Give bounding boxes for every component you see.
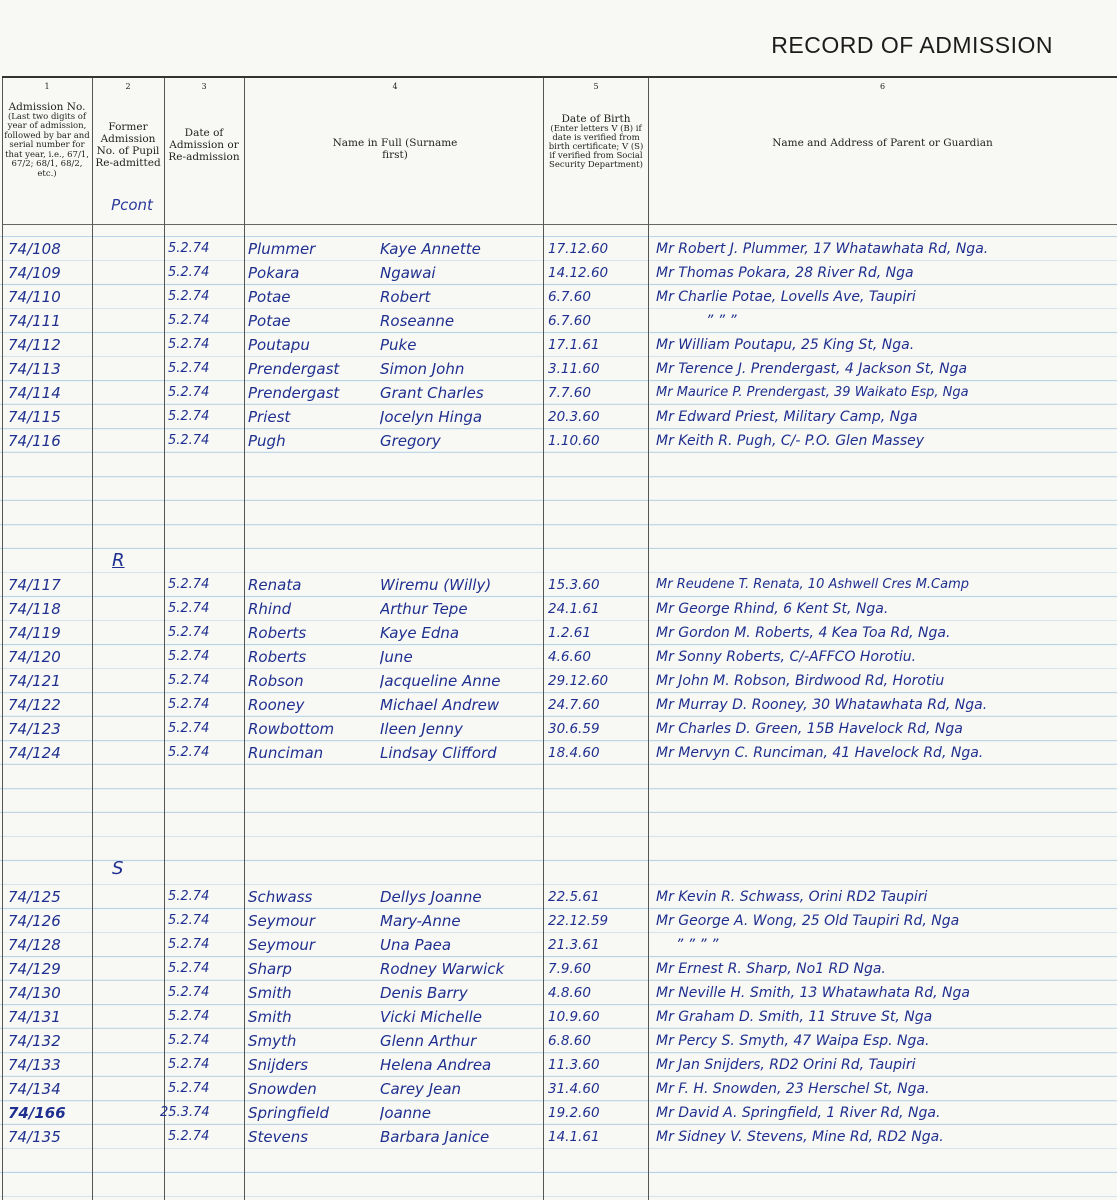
surname: Potae <box>248 288 291 306</box>
admission-date: 5.2.74 <box>168 625 210 640</box>
parent-guardian: ” ” ” ” <box>676 937 719 953</box>
surname: Plummer <box>248 240 316 258</box>
parent-guardian: Mr Sonny Roberts, C/-AFFCO Horotiu. <box>656 649 917 665</box>
date-of-birth: 14.12.60 <box>548 265 609 281</box>
table-row <box>0 718 1117 742</box>
parent-guardian: Mr Edward Priest, Military Camp, Nga <box>656 409 918 425</box>
table-row <box>0 982 1117 1006</box>
table-row <box>0 1102 1117 1126</box>
admission-date: 5.2.74 <box>168 361 210 376</box>
given-names: Robert <box>380 288 431 306</box>
surname: Runciman <box>248 744 324 762</box>
given-names: Ileen Jenny <box>380 720 463 738</box>
admission-date: 5.2.74 <box>168 577 210 592</box>
given-names: Carey Jean <box>380 1080 462 1098</box>
surname: Robson <box>248 672 304 690</box>
parent-guardian: Mr William Poutapu, 25 King St, Nga. <box>656 337 915 353</box>
date-of-birth: 6.7.60 <box>548 313 591 329</box>
given-names: Helena Andrea <box>380 1056 492 1074</box>
given-names: Simon John <box>380 360 465 378</box>
table-row <box>0 742 1117 766</box>
admission-number: 74/117 <box>8 576 61 594</box>
admission-date: 5.2.74 <box>168 913 210 928</box>
header-bottom-rule <box>2 224 1117 225</box>
given-names: Gregory <box>380 432 441 450</box>
parent-guardian: Mr Keith R. Pugh, C/- P.O. Glen Massey <box>656 433 925 449</box>
admission-number: 74/129 <box>8 960 61 978</box>
admission-date: 5.2.74 <box>168 649 210 664</box>
table-row <box>0 1006 1117 1030</box>
given-names: Denis Barry <box>380 984 468 1002</box>
admission-number: 74/130 <box>8 984 61 1002</box>
date-of-birth: 22.12.59 <box>548 913 609 929</box>
parent-guardian: Mr Robert J. Plummer, 17 Whatawhata Rd, Nga. <box>656 241 989 257</box>
admission-date: 5.2.74 <box>168 409 210 424</box>
parent-guardian: Mr Kevin R. Schwass, Orini RD2 Taupiri <box>656 889 928 905</box>
table-row <box>0 262 1117 286</box>
date-of-birth: 24.1.61 <box>548 601 600 617</box>
admission-number: 74/108 <box>8 240 61 258</box>
pcont-note: Pcont <box>111 196 153 214</box>
surname: Prendergast <box>248 360 340 378</box>
admission-date: 5.2.74 <box>168 1081 210 1096</box>
parent-guardian: Mr Gordon M. Roberts, 4 Kea Toa Rd, Nga. <box>656 625 951 641</box>
surname: Rooney <box>248 696 305 714</box>
table-row <box>0 430 1117 454</box>
date-of-birth: 15.3.60 <box>548 577 600 593</box>
parent-guardian: Mr Mervyn C. Runciman, 41 Havelock Rd, Nga. <box>656 745 984 761</box>
section-letter-s: S <box>112 858 124 879</box>
admission-date: 5.2.74 <box>168 1009 210 1024</box>
table-row <box>0 598 1117 622</box>
date-of-birth: 11.3.60 <box>548 1057 600 1073</box>
table-row <box>0 574 1117 598</box>
given-names: Lindsay Clifford <box>380 744 497 762</box>
given-names: Grant Charles <box>380 384 484 402</box>
table-row <box>0 886 1117 910</box>
date-of-birth: 29.12.60 <box>548 673 609 689</box>
given-names: Jocelyn Hinga <box>380 408 483 426</box>
date-of-birth: 22.5.61 <box>548 889 600 905</box>
parent-guardian: Mr Reudene T. Renata, 10 Ashwell Cres M.Camp <box>656 577 970 592</box>
column-header-date-of-birth: 5 Date of Birth (Enter letters V (B) if date is verified from birth certificate; V (S) if verified from Social Security Department) <box>548 82 644 170</box>
header-top-rule <box>2 76 1117 78</box>
given-names: Glenn Arthur <box>380 1032 477 1050</box>
given-names: Michael Andrew <box>380 696 500 714</box>
date-of-birth: 30.6.59 <box>548 721 600 737</box>
admission-number: 74/110 <box>8 288 61 306</box>
surname: Poutapu <box>248 336 310 354</box>
date-of-birth: 7.9.60 <box>548 961 591 977</box>
parent-guardian: ” ” ” <box>706 313 737 329</box>
date-of-birth: 4.6.60 <box>548 649 591 665</box>
date-of-birth: 20.3.60 <box>548 409 600 425</box>
date-of-birth: 6.8.60 <box>548 1033 591 1049</box>
admission-number: 74/125 <box>8 888 61 906</box>
parent-guardian: Mr Terence J. Prendergast, 4 Jackson St, Nga <box>656 361 968 377</box>
column-header-former-admission: 2 Former Admission No. of Pupil Re-admitted <box>95 82 161 169</box>
parent-guardian: Mr F. H. Snowden, 23 Herschel St, Nga. <box>656 1081 930 1097</box>
given-names: Mary-Anne <box>380 912 461 930</box>
surname: Sharp <box>248 960 292 978</box>
column-header-date-of-admission: 3 Date of Admission or Re-admission <box>168 82 240 163</box>
admission-number: 74/135 <box>8 1128 61 1146</box>
admission-number: 74/134 <box>8 1080 61 1098</box>
date-of-birth: 18.4.60 <box>548 745 600 761</box>
admission-date: 5.2.74 <box>168 265 210 280</box>
date-of-birth: 24.7.60 <box>548 697 600 713</box>
table-row <box>0 622 1117 646</box>
table-row <box>0 646 1117 670</box>
parent-guardian: Mr Jan Snijders, RD2 Orini Rd, Taupiri <box>656 1057 916 1073</box>
given-names: Wiremu (Willy) <box>380 576 492 594</box>
table-row <box>0 670 1117 694</box>
given-names: Una Paea <box>380 936 452 954</box>
surname: Potae <box>248 312 291 330</box>
admission-date: 5.2.74 <box>168 889 210 904</box>
admission-number: 74/112 <box>8 336 61 354</box>
admission-date: 5.2.74 <box>168 961 210 976</box>
given-names: Arthur Tepe <box>380 600 468 618</box>
surname: Smyth <box>248 1032 297 1050</box>
admission-number: 74/133 <box>8 1056 61 1074</box>
date-of-birth: 1.2.61 <box>548 625 591 641</box>
surname: Snowden <box>248 1080 317 1098</box>
surname: Stevens <box>248 1128 309 1146</box>
given-names: Joanne <box>380 1104 432 1122</box>
date-of-birth: 7.7.60 <box>548 385 591 401</box>
given-names: Roseanne <box>380 312 455 330</box>
surname: Seymour <box>248 936 316 954</box>
date-of-birth: 1.10.60 <box>548 433 600 449</box>
parent-guardian: Mr Neville H. Smith, 13 Whatawhata Rd, Nga <box>656 985 970 1001</box>
admission-date: 5.2.74 <box>168 721 210 736</box>
date-of-birth: 17.12.60 <box>548 241 609 257</box>
date-of-birth: 10.9.60 <box>548 1009 600 1025</box>
admission-number: 74/120 <box>8 648 61 666</box>
admission-date: 25.3.74 <box>160 1105 210 1120</box>
surname: Snijders <box>248 1056 309 1074</box>
table-row <box>0 358 1117 382</box>
surname: Schwass <box>248 888 313 906</box>
surname: Priest <box>248 408 291 426</box>
admission-number: 74/131 <box>8 1008 61 1026</box>
admission-number: 74/115 <box>8 408 61 426</box>
admission-number: 74/124 <box>8 744 61 762</box>
surname: Springfield <box>248 1104 330 1122</box>
date-of-birth: 4.8.60 <box>548 985 591 1001</box>
parent-guardian: Mr Charlie Potae, Lovells Ave, Taupiri <box>656 289 916 305</box>
admission-date: 5.2.74 <box>168 697 210 712</box>
parent-guardian: Mr David A. Springfield, 1 River Rd, Nga. <box>656 1105 941 1121</box>
parent-guardian: Mr Thomas Pokara, 28 River Rd, Nga <box>656 265 914 281</box>
given-names: Jacqueline Anne <box>380 672 501 690</box>
admission-date: 5.2.74 <box>168 433 210 448</box>
admission-number: 74/126 <box>8 912 61 930</box>
surname: Smith <box>248 984 292 1002</box>
given-names: Dellys Joanne <box>380 888 482 906</box>
table-row <box>0 238 1117 262</box>
admission-number: 74/166 <box>8 1104 66 1122</box>
table-row <box>0 406 1117 430</box>
given-names: Ngawai <box>380 264 436 282</box>
admission-date: 5.2.74 <box>168 337 210 352</box>
admission-number: 74/122 <box>8 696 61 714</box>
admission-date: 5.2.74 <box>168 289 210 304</box>
admission-date: 5.2.74 <box>168 1033 210 1048</box>
given-names: Vicki Michelle <box>380 1008 482 1026</box>
date-of-birth: 31.4.60 <box>548 1081 600 1097</box>
parent-guardian: Mr Murray D. Rooney, 30 Whatawhata Rd, Nga. <box>656 697 988 713</box>
date-of-birth: 21.3.61 <box>548 937 600 953</box>
admission-number: 74/123 <box>8 720 61 738</box>
table-row <box>0 310 1117 334</box>
table-row <box>0 1054 1117 1078</box>
surname: Seymour <box>248 912 316 930</box>
table-row <box>0 934 1117 958</box>
admission-date: 5.2.74 <box>168 241 210 256</box>
table-row <box>0 910 1117 934</box>
date-of-birth: 3.11.60 <box>548 361 600 377</box>
admission-date: 5.2.74 <box>168 313 210 328</box>
admission-date: 5.2.74 <box>168 1057 210 1072</box>
section-letter-r: R <box>112 550 125 571</box>
column-header-admission-no: 1 Admission No. (Last two digits of year of admission, followed by bar and serial number for that year, i.e., 67/1, 67/2; 68/1, 68/2, etc.) <box>4 82 90 179</box>
surname: Smith <box>248 1008 292 1026</box>
parent-guardian: Mr Percy S. Smyth, 47 Waipa Esp. Nga. <box>656 1033 930 1049</box>
surname: Rhind <box>248 600 292 618</box>
date-of-birth: 19.2.60 <box>548 1105 600 1121</box>
admission-date: 5.2.74 <box>168 985 210 1000</box>
parent-guardian: Mr George Rhind, 6 Kent St, Nga. <box>656 601 889 617</box>
given-names: Rodney Warwick <box>380 960 505 978</box>
parent-guardian: Mr Charles D. Green, 15B Havelock Rd, Nga <box>656 721 963 737</box>
given-names: Kaye Edna <box>380 624 460 642</box>
parent-guardian: Mr Maurice P. Prendergast, 39 Waikato Esp, Nga <box>656 385 969 400</box>
admission-date: 5.2.74 <box>168 745 210 760</box>
admission-number: 74/119 <box>8 624 61 642</box>
surname: Renata <box>248 576 302 594</box>
admission-date: 5.2.74 <box>168 601 210 616</box>
admission-number: 74/121 <box>8 672 61 690</box>
parent-guardian: Mr George A. Wong, 25 Old Taupiri Rd, Nga <box>656 913 960 929</box>
table-row <box>0 958 1117 982</box>
admission-number: 74/128 <box>8 936 61 954</box>
admission-date: 5.2.74 <box>168 385 210 400</box>
admission-number: 74/111 <box>8 312 61 330</box>
date-of-birth: 6.7.60 <box>548 289 591 305</box>
column-header-name-in-full: 4 Name in Full (Surname first) <box>332 82 458 161</box>
table-row <box>0 694 1117 718</box>
admission-number: 74/114 <box>8 384 61 402</box>
admission-number: 74/118 <box>8 600 61 618</box>
given-names: Barbara Janice <box>380 1128 490 1146</box>
given-names: Puke <box>380 336 417 354</box>
table-row <box>0 1030 1117 1054</box>
surname: Pokara <box>248 264 300 282</box>
given-names: June <box>380 648 413 666</box>
surname: Pugh <box>248 432 286 450</box>
date-of-birth: 14.1.61 <box>548 1129 600 1145</box>
parent-guardian: Mr Sidney V. Stevens, Mine Rd, RD2 Nga. <box>656 1129 944 1145</box>
admission-number: 74/109 <box>8 264 61 282</box>
surname: Prendergast <box>248 384 340 402</box>
admission-date: 5.2.74 <box>168 937 210 952</box>
surname: Roberts <box>248 624 307 642</box>
column-header-parent-guardian: 6 Name and Address of Parent or Guardian <box>772 82 993 149</box>
admission-number: 74/116 <box>8 432 61 450</box>
admission-number: 74/132 <box>8 1032 61 1050</box>
parent-guardian: Mr Graham D. Smith, 11 Struve St, Nga <box>656 1009 933 1025</box>
parent-guardian: Mr John M. Robson, Birdwood Rd, Horotiu <box>656 673 945 689</box>
date-of-birth: 17.1.61 <box>548 337 600 353</box>
parent-guardian: Mr Ernest R. Sharp, No1 RD Nga. <box>656 961 886 977</box>
table-row <box>0 334 1117 358</box>
table-row <box>0 1126 1117 1150</box>
given-names: Kaye Annette <box>380 240 481 258</box>
admission-date: 5.2.74 <box>168 673 210 688</box>
page-title: RECORD OF ADMISSION <box>771 32 1053 58</box>
table-row <box>0 382 1117 406</box>
admission-number: 74/113 <box>8 360 61 378</box>
admission-date: 5.2.74 <box>168 1129 210 1144</box>
surname: Rowbottom <box>248 720 335 738</box>
table-row <box>0 286 1117 310</box>
table-row <box>0 1078 1117 1102</box>
surname: Roberts <box>248 648 307 666</box>
